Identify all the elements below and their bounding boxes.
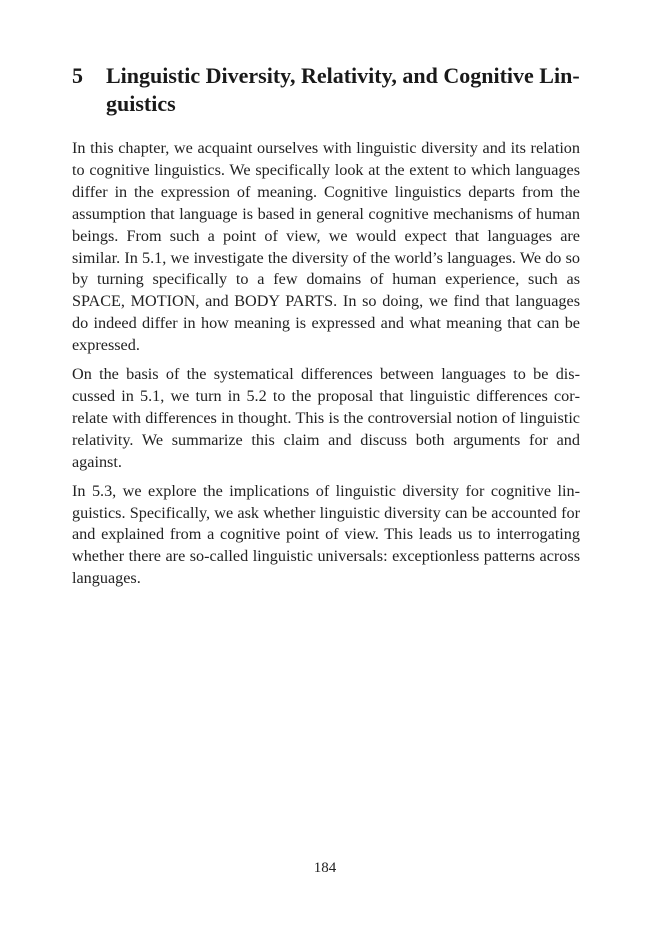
page-number: 184	[313, 860, 337, 876]
paragraph: In 5.3, we explore the implications of linguistic diversity for cognitive linguistics. Specifically, we ask whether linguistic diversity can be accounted for and explained from a cognitive point of view. This leads us to interrogating whether there are so-called linguistic universals: exceptionless patterns across languages.	[72, 481, 580, 588]
paragraph: On the basis of the systematical differences between languages to be discussed in 5.1, we turn in 5.2 to the proposal that linguistic differences correlate with differences in thought. This is the controversial notion of linguistic relativity. We summarize this claim and discuss both arguments for and against.	[72, 365, 580, 471]
chapter-heading	[72, 62, 582, 118]
chapter-intro-text	[72, 138, 580, 597]
chapter-number: 5	[72, 63, 83, 88]
chapter-title: Linguistic Diversity, Relativity, and Cognitive Linguistics	[106, 63, 580, 116]
paragraph: In this chapter, we acquaint ourselves with linguistic diversity and its relation to cognitive linguistics. We specifically look at the extent to which languages differ in the expression of meaning. Cognitive linguistics departs from the assumption that language is based in general cognitive mechanisms of human beings. From such a point of view, we would expect that languages are similar. In 5.1, we investigate the diversity of the world’s languages. We do so by turning specifically to a few domains of human experience, such as SPACE, MOTION, and BODY PARTS. In so doing, we find that languages do indeed differ in how meaning is expressed and what meaning that can be expressed.	[72, 139, 580, 355]
